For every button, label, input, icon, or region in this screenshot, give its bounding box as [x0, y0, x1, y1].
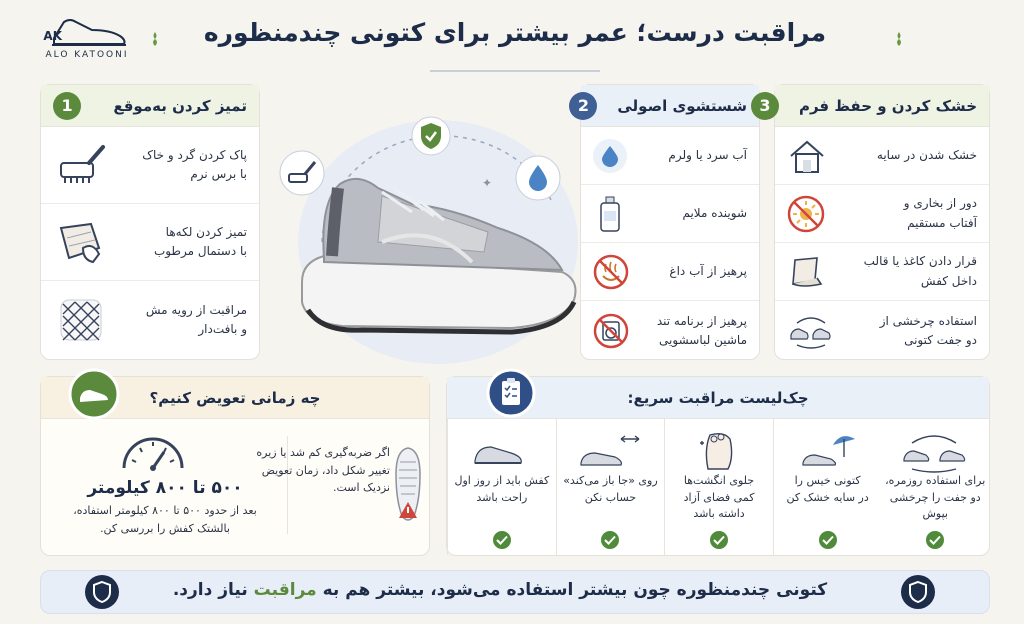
list-item [775, 127, 989, 185]
checklist-items [447, 419, 989, 555]
section-title: خشک کردن و حفظ فرم [798, 96, 977, 115]
check-icon [493, 531, 511, 549]
footer-text-before: کتونی چندمنظوره چون بیشتر استفاده می‌شود، بیشتر هم به [316, 580, 828, 600]
worn-sole-icon [392, 446, 424, 532]
list-item [447, 419, 556, 555]
page-title: مراقبت درست؛ عمر بیشتر برای کتونی چندمنظوره [203, 18, 827, 47]
section-drying [759, 84, 990, 360]
detergent-icon [593, 194, 627, 234]
item-text: پرهیز از آب داغ [669, 263, 747, 278]
list-item [581, 127, 759, 185]
water-drop-icon [593, 139, 627, 173]
no-sun-icon [787, 195, 825, 233]
section-number-badge: 3 [751, 92, 779, 120]
footer-shield-icon-left [84, 574, 120, 614]
gauge-icon [118, 430, 188, 476]
list-item [664, 419, 773, 555]
list-item [581, 243, 759, 301]
cloth-icon [53, 218, 109, 266]
section-cleaning-header [41, 85, 259, 127]
checklist-title: چک‌لیست مراقبت سریع: [627, 388, 809, 407]
floating-brush-icon [279, 150, 325, 200]
section-washing-header [577, 85, 759, 127]
replace-shoe-badge-icon [68, 368, 120, 424]
item-text: کتونی خیس را در سایه خشک کن [786, 474, 869, 504]
shoe-width-icon [575, 429, 645, 473]
footer-shield-icon-right [900, 574, 936, 614]
item-text: آب سرد یا ولرم [668, 147, 747, 162]
section-number-badge: 1 [53, 92, 81, 120]
list-item [881, 419, 989, 555]
title-leaf-icon-left [146, 30, 164, 52]
replace-wear-desc: اگر ضربه‌گیری کم شد یا زیره تغییر شکل داد، زمان تعویض نزدیک است. [256, 446, 390, 495]
sparkle-icon: ✦ [482, 176, 493, 190]
section-drying-header [759, 85, 989, 127]
section-title: شستشوی اصولی [617, 96, 747, 115]
logo-mark: AK [43, 29, 62, 43]
paper-icon [787, 254, 827, 290]
rotate-pair-icon [900, 429, 970, 473]
footer-text-after: نیاز دارد. [172, 580, 254, 600]
item-text: جلوی انگشت‌ها کمی فضای آزاد داشته باشد [683, 474, 755, 520]
clipboard-icon [486, 368, 536, 422]
list-item [581, 185, 759, 243]
replace-title: چه زمانی تعویض کنیم؟ [149, 388, 321, 407]
list-item [556, 419, 665, 555]
list-item [773, 419, 882, 555]
item-text: برای استفاده روزمره، دو جفت را چرخشی بپوش [885, 474, 986, 520]
list-item [41, 127, 259, 204]
brush-icon [53, 141, 109, 189]
item-text: پاک کردن گرد و خاک با برس نرم [142, 147, 247, 181]
brand-name: ALO KATOONI [45, 50, 129, 60]
item-text: کفش باید از روز اول راحت باشد [454, 474, 550, 504]
item-text: قرار دادن کاغذ یا قالب داخل کفش [863, 254, 977, 288]
house-shade-icon [787, 138, 827, 174]
check-icon [710, 531, 728, 549]
brand-logo [40, 8, 134, 64]
item-text: خشک شدن در سایه [876, 147, 977, 162]
footer-text [140, 580, 860, 600]
section-cleaning [40, 84, 260, 360]
list-item [775, 243, 989, 301]
rotate-shoes-icon [787, 311, 835, 351]
comfort-shoe-icon [467, 429, 537, 473]
item-text: استفاده چرخشی از دو جفت کتونی [879, 313, 977, 347]
check-icon [601, 531, 619, 549]
list-item [41, 204, 259, 281]
item-text: روی «جا باز می‌کند» حساب نکن [563, 474, 658, 504]
no-hot-water-icon [593, 254, 629, 290]
list-item [41, 281, 259, 359]
section-number-badge: 2 [569, 92, 597, 120]
list-item [775, 301, 989, 361]
list-item [775, 185, 989, 243]
list-item [581, 301, 759, 361]
item-text: دور از بخاری و آفتاب مستقیم [903, 196, 977, 230]
item-text: تمیز کردن لکه‌ها با دستمال مرطوب [153, 224, 247, 258]
no-washing-machine-icon [593, 313, 629, 349]
shield-check-icon [412, 116, 450, 160]
title-leaf-icon-right [890, 30, 908, 52]
check-icon [819, 531, 837, 549]
section-washing [577, 84, 760, 360]
floating-water-drop-icon [515, 155, 561, 205]
item-text: شوینده ملایم [682, 205, 747, 220]
footer-highlight: مراقبت [253, 580, 317, 600]
toe-room-icon [684, 429, 754, 473]
mesh-icon [53, 296, 109, 344]
replace-distance-desc: بعد از حدود ۵۰۰ تا ۸۰۰ کیلومتر استفاده، بالشتک کفش را بررسی کن. [73, 504, 257, 535]
item-text: مراقبت از رویه مش و بافت‌دار [145, 302, 247, 336]
wet-shoe-umbrella-icon [793, 429, 863, 473]
title-divider [430, 70, 600, 72]
item-text: پرهیز از برنامه تند ماشین لباسشویی [656, 313, 747, 347]
section-title: تمیز کردن به‌موقع [113, 96, 247, 115]
check-icon [926, 531, 944, 549]
replace-distance: ۵۰۰ تا ۸۰۰ کیلومتر [87, 478, 243, 498]
